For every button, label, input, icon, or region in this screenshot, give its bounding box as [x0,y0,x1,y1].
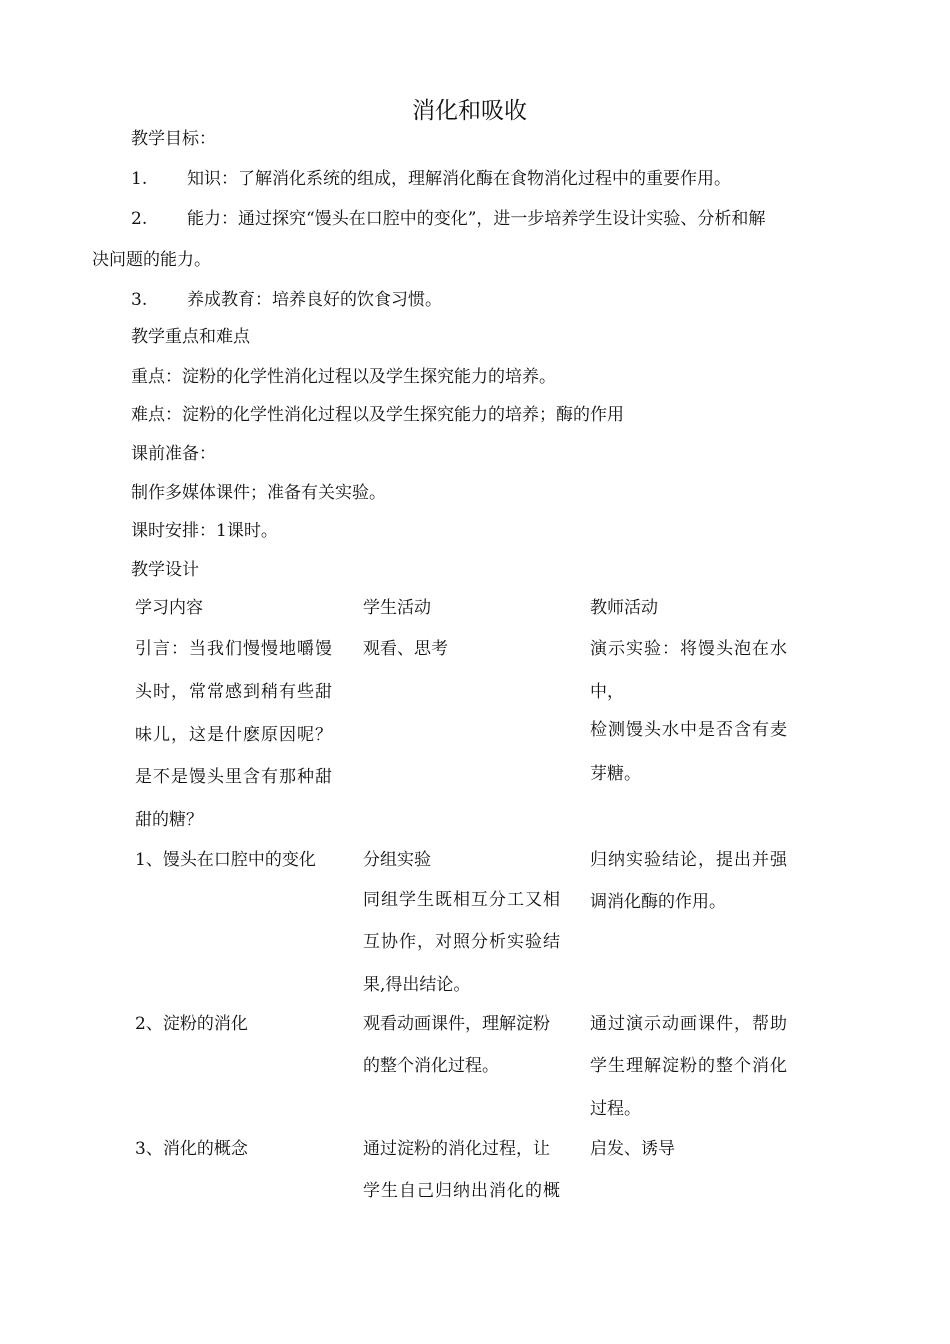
objective-1-text: 知识：了解消化系统的组成，理解消化酶在食物消化过程中的重要作用。 [187,169,731,189]
objective-3-number: 3. [131,290,148,310]
table-row-1-content-line-3: 味儿，这是什麽原因呢？ [135,725,333,745]
objectives-heading: 教学目标： [131,129,216,149]
table-header-teacher: 教师活动 [590,598,658,618]
objective-2-text: 能力：通过探究“馒头在口腔中的变化”，进一步培养学生设计实验、分析和解 [187,209,766,229]
table-row-3-student-line-2: 的整个消化过程。 [363,1056,499,1076]
key-points-heading: 教学重点和难点 [131,327,250,347]
table-row-1-content-line-5: 甜的糖？ [135,810,203,830]
table-row-3-teacher-line-1: 通过演示动画课件，帮助 [590,1014,788,1034]
table-row-3-content-line-1: 2、淀粉的消化 [135,1014,248,1034]
table-row-1-teacher-line-2: 中， [590,682,624,702]
table-row-4-content-line-1: 3、消化的概念 [135,1139,248,1159]
table-row-1-teacher-line-4: 芽糖。 [590,764,641,784]
table-row-2-student-line-4: 果,得出结论。 [363,975,471,995]
schedule: 课时安排：1课时。 [131,521,278,541]
table-row-4-teacher-line-1: 启发、诱导 [590,1139,675,1159]
table-row-2-content-line-1: 1、馒头在口腔中的变化 [135,850,316,870]
table-row-2-teacher-line-2: 调消化酶的作用。 [590,892,726,912]
table-row-1-teacher-line-3: 检测馒头水中是否含有麦 [590,720,788,740]
prep-heading: 课前准备： [131,444,216,464]
table-row-1-content-line-1: 引言：当我们慢慢地嚼馒 [135,639,333,659]
table-row-2-teacher-line-1: 归纳实验结论，提出并强 [590,850,788,870]
objective-2-number: 2. [131,209,148,229]
difficult-point: 难点：淀粉的化学性消化过程以及学生探究能力的培养；酶的作用 [131,405,624,425]
design-heading: 教学设计 [131,560,199,580]
table-row-4-student-line-1: 通过淀粉的消化过程，让 [363,1139,550,1159]
objective-2-text-continued: 决问题的能力。 [92,250,211,270]
table-row-3-teacher-line-3: 过程。 [590,1099,641,1119]
prep-text: 制作多媒体课件；准备有关实验。 [131,483,386,503]
key-point: 重点：淀粉的化学性消化过程以及学生探究能力的培养。 [131,367,556,387]
table-row-4-student-line-2: 学生自己归纳出消化的概 [363,1181,561,1201]
table-row-1-student-line-1: 观看、思考 [363,639,448,659]
table-row-2-student-line-1: 分组实验 [363,850,431,870]
table-row-2-student-line-2: 同组学生既相互分工又相 [363,890,561,910]
page-title: 消化和吸收 [412,98,527,124]
table-row-2-student-line-3: 互协作，对照分析实验结 [363,932,561,952]
table-row-1-content-line-2: 头时，常常感到稍有些甜 [135,682,333,702]
objective-3-text: 养成教育：培养良好的饮食习惯。 [187,290,442,310]
table-row-1-content-line-4: 是不是馒头里含有那种甜 [135,767,333,787]
table-row-3-teacher-line-2: 学生理解淀粉的整个消化 [590,1056,788,1076]
table-row-1-teacher-line-1: 演示实验：将馒头泡在水 [590,639,788,659]
objective-1-number: 1. [131,169,148,189]
table-header-student: 学生活动 [363,598,431,618]
table-header-content: 学习内容 [135,598,203,618]
table-row-3-student-line-1: 观看动画课件，理解淀粉 [363,1014,550,1034]
